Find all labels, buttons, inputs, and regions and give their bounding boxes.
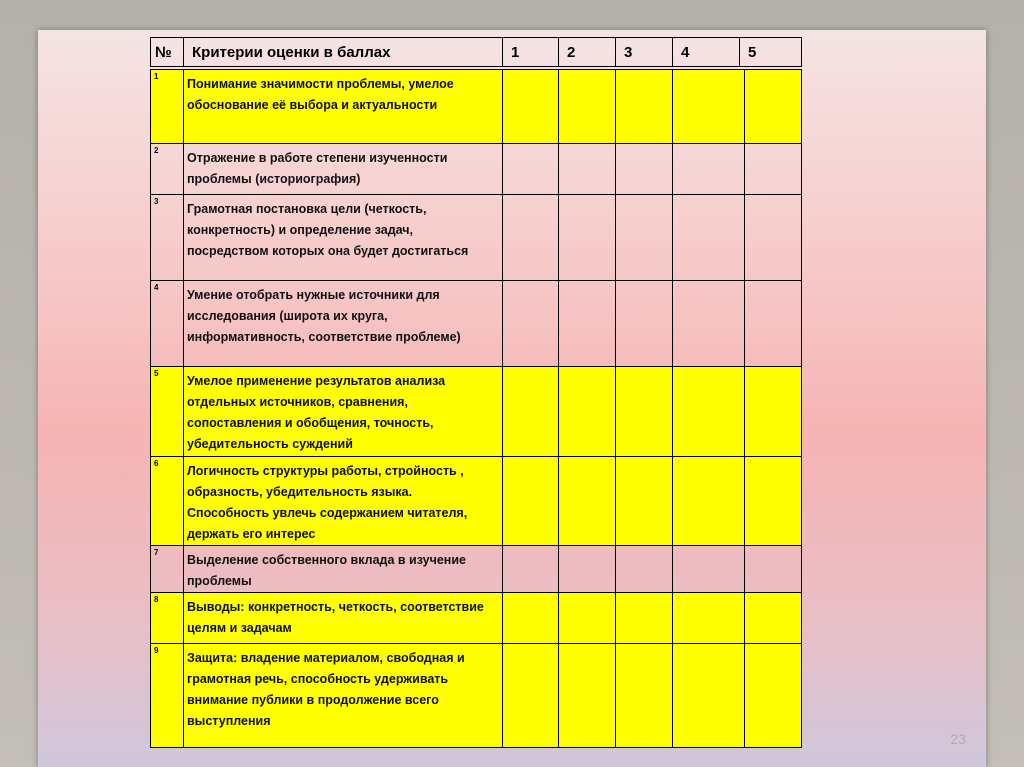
score-cell-5[interactable] <box>745 195 802 281</box>
table-row <box>151 644 802 748</box>
row-number: 1 <box>151 70 184 144</box>
table-row <box>151 281 802 367</box>
score-cell-4[interactable] <box>673 70 745 144</box>
header-table <box>150 37 802 67</box>
score-cell-3[interactable] <box>616 546 673 593</box>
score-cell-5[interactable] <box>745 281 802 367</box>
table-row <box>151 546 802 593</box>
row-number: 8 <box>151 593 184 644</box>
row-number: 6 <box>151 457 184 546</box>
criterion-text: Защита: владение материалом, свободная и грамотная речь, способность удерживать внимание публики в продолжение всего выступления <box>184 644 503 748</box>
score-cell-1[interactable] <box>503 546 559 593</box>
score-cell-5[interactable] <box>745 367 802 457</box>
table-row <box>151 367 802 457</box>
score-cell-3[interactable] <box>616 644 673 748</box>
criterion-text: Умение отобрать нужные источники для исследования (широта их круга, информативность, соответствие проблеме) <box>184 281 503 367</box>
table-row <box>151 457 802 546</box>
header-score-5: 5 <box>740 38 802 67</box>
score-cell-3[interactable] <box>616 457 673 546</box>
criterion-text: Выводы: конкретность, четкость, соответствие целям и задачам <box>184 593 503 644</box>
slide-number: 23 <box>950 731 966 747</box>
score-cell-4[interactable] <box>673 281 745 367</box>
score-cell-2[interactable] <box>559 546 616 593</box>
score-cell-4[interactable] <box>673 593 745 644</box>
criterion-text: Выделение собственного вклада в изучение проблемы <box>184 546 503 593</box>
score-cell-1[interactable] <box>503 457 559 546</box>
score-cell-4[interactable] <box>673 546 745 593</box>
score-cell-1[interactable] <box>503 144 559 195</box>
row-number: 7 <box>151 546 184 593</box>
score-cell-5[interactable] <box>745 144 802 195</box>
score-cell-1[interactable] <box>503 644 559 748</box>
row-number: 9 <box>151 644 184 748</box>
score-cell-2[interactable] <box>559 281 616 367</box>
table-row <box>151 144 802 195</box>
score-cell-4[interactable] <box>673 644 745 748</box>
score-cell-4[interactable] <box>673 457 745 546</box>
score-cell-1[interactable] <box>503 367 559 457</box>
row-number: 5 <box>151 367 184 457</box>
header-num: № <box>151 38 184 67</box>
score-cell-3[interactable] <box>616 593 673 644</box>
score-cell-4[interactable] <box>673 144 745 195</box>
score-cell-1[interactable] <box>503 70 559 144</box>
score-cell-3[interactable] <box>616 70 673 144</box>
criterion-text: Грамотная постановка цели (четкость, конкретность) и определение задач, посредством которых она будет достигаться <box>184 195 503 281</box>
score-cell-3[interactable] <box>616 144 673 195</box>
table-row <box>151 70 802 144</box>
criterion-text: Отражение в работе степени изученности проблемы (историография) <box>184 144 503 195</box>
score-cell-4[interactable] <box>673 195 745 281</box>
score-cell-5[interactable] <box>745 457 802 546</box>
score-cell-3[interactable] <box>616 281 673 367</box>
row-number: 3 <box>151 195 184 281</box>
slide <box>38 30 986 767</box>
score-cell-2[interactable] <box>559 195 616 281</box>
score-cell-1[interactable] <box>503 195 559 281</box>
score-cell-2[interactable] <box>559 644 616 748</box>
score-cell-5[interactable] <box>745 593 802 644</box>
table-row <box>151 195 802 281</box>
criterion-text: Понимание значимости проблемы, умелое обоснование её выбора и актуальности <box>184 70 503 144</box>
score-cell-3[interactable] <box>616 195 673 281</box>
score-cell-1[interactable] <box>503 281 559 367</box>
score-cell-1[interactable] <box>503 593 559 644</box>
score-cell-3[interactable] <box>616 367 673 457</box>
score-cell-5[interactable] <box>745 546 802 593</box>
criteria-table <box>150 69 802 748</box>
table-row <box>151 593 802 644</box>
score-cell-5[interactable] <box>745 644 802 748</box>
score-cell-2[interactable] <box>559 70 616 144</box>
criterion-text: Умелое применение результатов анализа отдельных источников, сравнения, сопоставления и обобщения, точность, убедительность суждений <box>184 367 503 457</box>
header-score-4: 4 <box>673 38 740 67</box>
header-score-2: 2 <box>559 38 616 67</box>
criterion-text: Логичность структуры работы, стройность , образность, убедительность языка. Способность увлечь содержанием читателя, держать его интерес <box>184 457 503 546</box>
score-cell-4[interactable] <box>673 367 745 457</box>
header-score-1: 1 <box>503 38 559 67</box>
header-row <box>151 38 802 67</box>
row-number: 4 <box>151 281 184 367</box>
row-number: 2 <box>151 144 184 195</box>
score-cell-2[interactable] <box>559 593 616 644</box>
score-cell-5[interactable] <box>745 70 802 144</box>
score-cell-2[interactable] <box>559 367 616 457</box>
score-cell-2[interactable] <box>559 457 616 546</box>
header-score-3: 3 <box>616 38 673 67</box>
score-cell-2[interactable] <box>559 144 616 195</box>
criteria-rows <box>151 70 802 748</box>
header-criteria: Критерии оценки в баллах <box>184 38 503 67</box>
